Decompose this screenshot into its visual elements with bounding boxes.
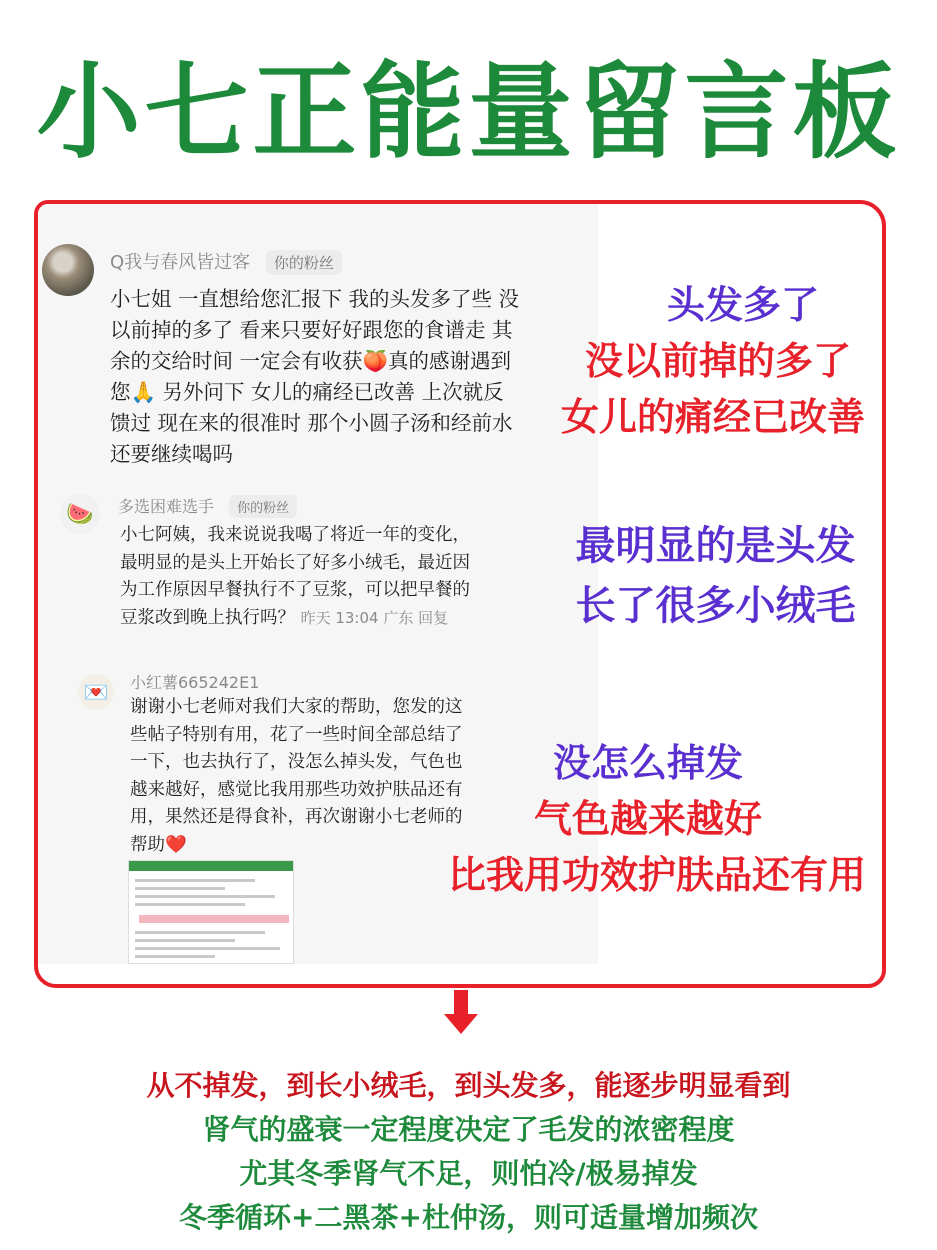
comment-username[interactable]	[118, 494, 297, 518]
spreadsheet-line	[135, 887, 225, 890]
fan-badge: 你的粉丝	[266, 250, 342, 275]
comment-username[interactable]	[130, 670, 259, 693]
down-arrow-icon	[454, 990, 468, 1016]
highlight-line: 气色越来越好	[533, 796, 762, 841]
spreadsheet-line	[135, 895, 275, 898]
highlight-line: 女儿的痛经已改善	[560, 394, 865, 439]
highlight-line: 没以前掉的多了	[584, 338, 851, 383]
comment-text	[120, 522, 470, 632]
spreadsheet-highlight	[139, 915, 289, 923]
comment-text: 谢谢小七老师对我们大家的帮助，您发的这些帖子特别有用，花了一些时间全部总结了一下，也去执行了，没怎么掉头发，气色也越来越好，感觉比我用那些功效护肤品还有用，果然还是得食补，再次谢谢小七老师的帮助❤️	[130, 697, 463, 855]
page-title: 小七正能量留言板	[36, 51, 901, 173]
comment-body: 小七阿姨，我来说说我喝了将近一年的变化，最明显的是头上开始长了好多小绒毛，最近因为工作原因早餐执行不了豆浆，可以把早餐的豆浆改到晚上执行吗？	[120, 525, 470, 628]
spreadsheet-line	[135, 903, 245, 906]
highlight-line: 长了很多小绒毛	[575, 582, 856, 629]
highlight-line: 没怎么掉发	[552, 740, 743, 785]
watermelon-icon[interactable]: 🍉	[60, 494, 100, 534]
comment-text: 小七姐 一直想给您汇报下 我的头发多了些 没以前掉的多了 看来只要好好跟您的食谱走 其余的交给时间 一定会有收获🍑真的感谢遇到您🙏 另外问下 女儿的痛经已改善 上次就反馈过 现在来的很准时 那个小圆子汤和经前水还要继续喝吗	[110, 287, 520, 466]
footer-line: 从不掉发，到长小绒毛，到头发多，能逐步明显看到	[146, 1069, 791, 1102]
down-arrow-icon	[444, 1014, 478, 1034]
username-text: Q我与春风皆过客	[110, 252, 251, 273]
spreadsheet-line	[135, 955, 215, 958]
fan-badge: 你的粉丝	[229, 495, 297, 518]
footer-line: 冬季循环+二黑茶+杜仲汤，则可适量增加频次	[179, 1201, 758, 1234]
highlight-line: 最明显的是头发	[575, 522, 856, 569]
attached-image[interactable]	[128, 860, 294, 964]
highlight-line: 头发多了	[666, 282, 819, 327]
spreadsheet-toolbar	[129, 861, 293, 871]
comment-meta[interactable]: 昨天 13:04 广东 回复	[300, 608, 449, 627]
username-text: 多选困难选手	[118, 497, 215, 516]
comment-username[interactable]	[110, 248, 342, 275]
username-text: 小红薯665242E1	[130, 673, 260, 692]
spreadsheet-line	[135, 931, 265, 934]
comment-board	[34, 200, 886, 988]
spreadsheet-line	[135, 947, 280, 950]
footer-line: 尤其冬季肾气不足，则怕冷/极易掉发	[239, 1157, 698, 1190]
user-avatar[interactable]	[42, 244, 94, 296]
highlight-line: 比我用功效护肤品还有用	[447, 852, 866, 897]
footer-line: 肾气的盛衰一定程度决定了毛发的浓密程度	[202, 1113, 735, 1146]
spreadsheet-line	[135, 939, 235, 942]
spreadsheet-line	[135, 879, 255, 882]
envelope-heart-icon[interactable]: 💌	[78, 674, 114, 710]
